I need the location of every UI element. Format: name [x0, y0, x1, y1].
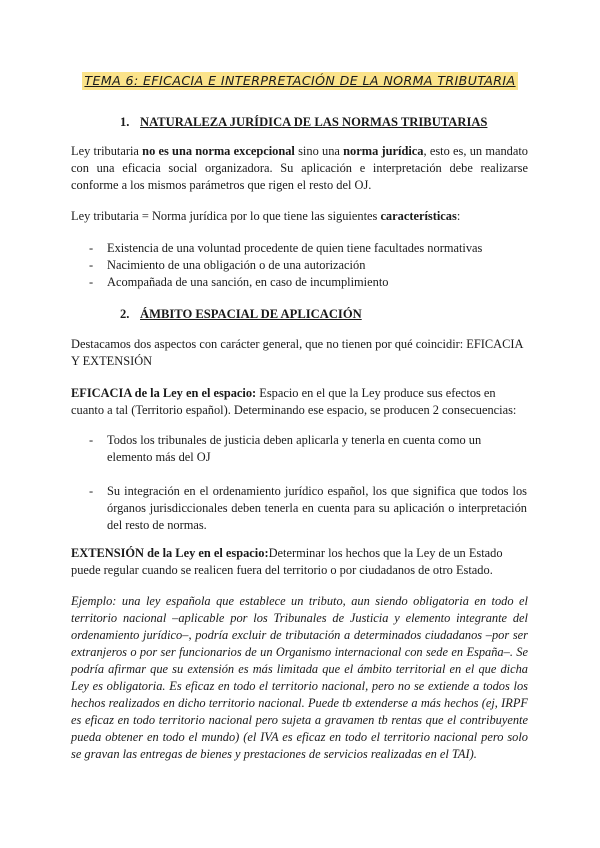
- section-heading-2: [120, 306, 362, 323]
- paragraph-example: Ejemplo: una ley española que establece un tributo, aun siendo obligatoria en todo el territorio nacional –aplicable por los Tribunales de Justicia y elemento integrante del ordenamiento jurídico–, podría excluir de tributación a determinados ciudadanos –por ser extranjeros o por ser funcionarios de un Organismo internacional con sede en España–. Se podría afirmar que su extensión es más limitada que el ámbito territorial en el que dicha Ley es obligatoria. Es eficaz en todo el territorio nacional, pero no se extiende a todos los hechos realizados en dicho territorio nacional. Puede tb extenderse a más hechos (ej, IRPF es eficaz en todo territorio nacional pero sujeta a gravamen tb rentas que el contribuyente pueda obtener en todo el mundo) (el IVA es eficaz en todo el territorio nacional pero solo se gravan las entregas de bienes y prestaciones de servicios realizadas en el TAI).: [71, 594, 528, 761]
- section-number: 1.: [120, 115, 130, 129]
- list-item: - Existencia de una voluntad procedente de quien tiene facultades normativas: [89, 240, 527, 257]
- text-run: Determinar los hechos que la Ley de un Estado puede regular cuando se realicen fuera del territorio o por ciudadanos de otro Estado.: [71, 546, 503, 577]
- list-item: - Su integración en el ordenamiento jurídico español, los que significa que todos los órganos jurisdiccionales deben tenerla en cuenta para su aplicación o interpretación del resto de normas.: [89, 483, 527, 534]
- paragraph-caracteristicas: [71, 208, 528, 225]
- paragraph-intro: Destacamos dos aspectos con carácter general, que no tienen por qué coincidir: EFICACIA Y EXTENSIÓN: [71, 337, 523, 368]
- section-number: 2.: [120, 307, 130, 321]
- text-run: Espacio en el que la Ley produce sus efectos en cuanto a tal (Territorio español). Determinando ese espacio, se producen 2 consecuencias:: [71, 386, 517, 417]
- list-item: - Todos los tribunales de justicia deben aplicarla y tenerla en cuenta como un elemento más del OJ: [89, 432, 527, 466]
- bold-text: características: [380, 209, 457, 223]
- text-run: :: [456, 209, 461, 223]
- bold-text: norma jurídica: [343, 144, 424, 158]
- text-run: sino una: [294, 144, 344, 158]
- list-item: - Acompañada de una sanción, en caso de incumplimiento: [89, 274, 527, 291]
- bold-text: EFICACIA de la Ley en el espacio:: [71, 386, 257, 400]
- section-heading-1: [120, 114, 487, 131]
- page-title-text: TEMA 6: EFICACIA E INTERPRETACIÓN DE LA NORMA TRIBUTARIA: [84, 73, 516, 88]
- paragraph-eficacia: [71, 385, 528, 419]
- section-title: ÁMBITO ESPACIAL DE APLICACIÓN: [140, 307, 362, 321]
- paragraph-extension: [71, 545, 528, 579]
- consecuencias-list: [89, 432, 527, 534]
- paragraph-naturaleza: [71, 143, 528, 194]
- text-run: Ley tributaria = Norma jurídica por lo que tiene las siguientes: [71, 209, 381, 223]
- caracteristicas-list: [89, 240, 527, 291]
- section-title: NATURALEZA JURÍDICA DE LAS NORMAS TRIBUTARIAS: [140, 115, 488, 129]
- text-run: , esto es, un mandato con una eficacia social organizadora. Su aplicación e interpretación debe realizarse conforme a los mismos parámetros que rigen el resto del OJ.: [71, 144, 528, 192]
- list-item: - Nacimiento de una obligación o de una autorización: [89, 257, 527, 274]
- bold-text: EXTENSIÓN de la Ley en el espacio:: [71, 546, 269, 560]
- page-title: [0, 72, 600, 90]
- text-run: Ley tributaria: [71, 144, 143, 158]
- bold-text: no es una norma excepcional: [142, 144, 295, 158]
